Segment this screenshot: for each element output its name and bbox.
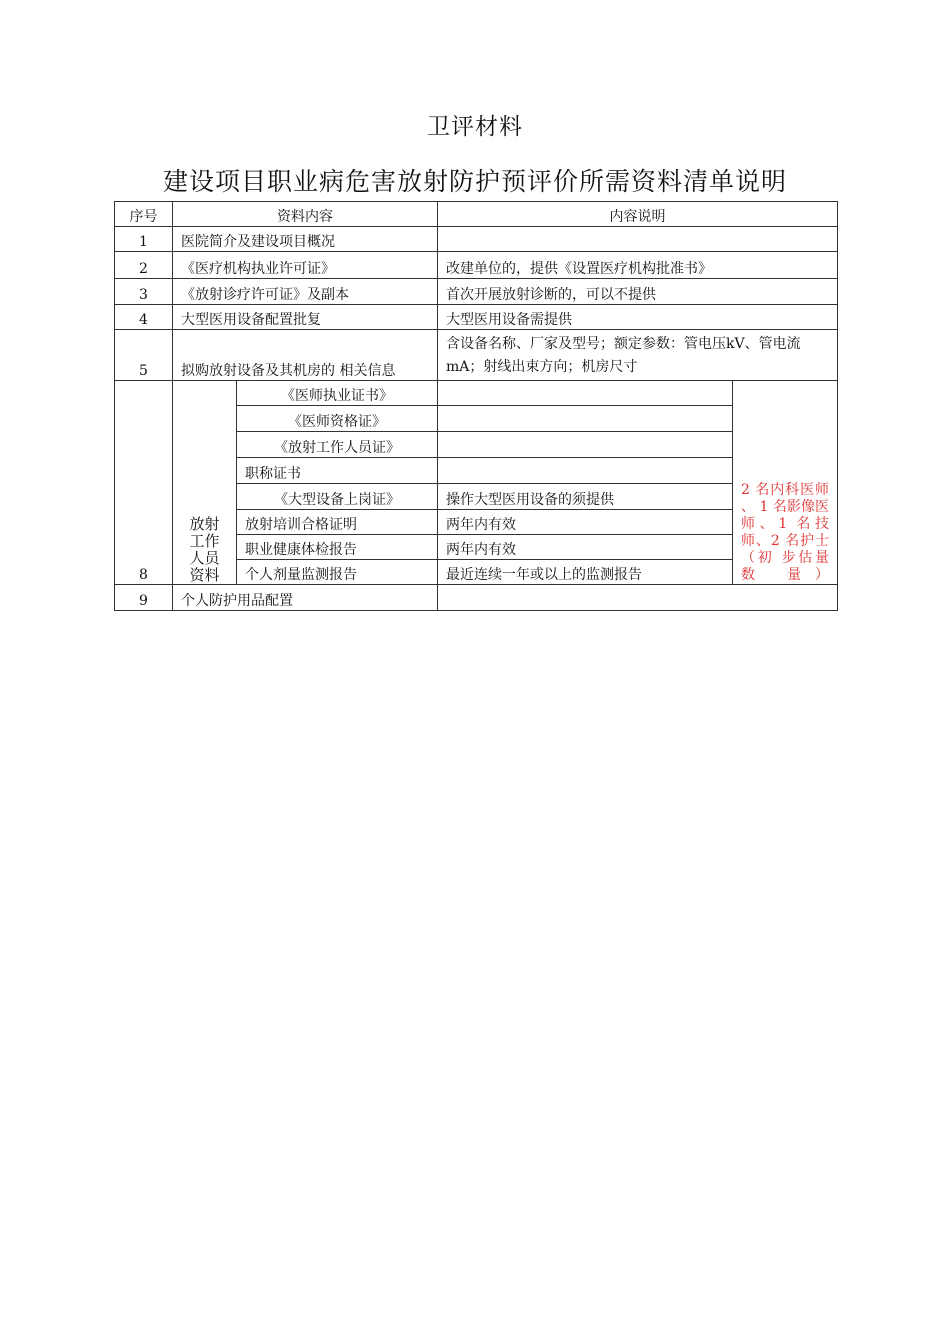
group-label-line: 人员 <box>189 549 220 567</box>
row-seq: 3 <box>115 279 173 305</box>
table-row <box>115 305 838 330</box>
sub-item: 《放射工作人员证》 <box>237 432 438 458</box>
group-label-line: 工作 <box>189 532 220 550</box>
row-item: 拟购放射设备及其机房的 相关信息 <box>173 330 438 381</box>
sub-desc: 两年内有效 <box>438 535 733 560</box>
row-desc: 首次开展放射诊断的，可以不提供 <box>438 279 838 305</box>
sub-desc: 最近连续一年或以上的监测报告 <box>438 560 733 585</box>
table-header-row <box>115 202 838 227</box>
sub-item: 个人剂量监测报告 <box>237 560 438 585</box>
header-description: 内容说明 <box>438 202 838 227</box>
sub-item: 职称证书 <box>237 458 438 484</box>
table-row <box>115 279 838 305</box>
row-item: 医院简介及建设项目概况 <box>173 227 438 252</box>
row-seq: 9 <box>115 585 173 611</box>
document-title: 建设项目职业病危害放射防护预评价所需资料清单说明 <box>162 167 787 196</box>
sub-desc: 操作大型医用设备的须提供 <box>438 484 733 510</box>
table-row <box>115 381 838 406</box>
group-label <box>173 381 237 585</box>
group-label-line: 资料 <box>189 566 220 584</box>
row-item: 《医疗机构执业许可证》 <box>173 252 438 279</box>
row-desc: 改建单位的，提供《设置医疗机构批准书》 <box>438 252 838 279</box>
header-seq: 序号 <box>115 202 173 227</box>
header-content: 资料内容 <box>173 202 438 227</box>
sub-desc <box>438 432 733 458</box>
row-seq: 2 <box>115 252 173 279</box>
sub-desc <box>438 458 733 484</box>
group-label-line: 放射 <box>189 515 220 533</box>
row-item: 大型医用设备配置批复 <box>173 305 438 330</box>
sub-item: 《医师资格证》 <box>237 406 438 432</box>
sub-item: 《医师执业证书》 <box>237 381 438 406</box>
staff-note <box>733 381 838 585</box>
group-seq: 8 <box>115 381 173 585</box>
sub-desc <box>438 381 733 406</box>
row-seq: 5 <box>115 330 173 381</box>
sub-desc: 两年内有效 <box>438 510 733 535</box>
row-item: 个人防护用品配置 <box>173 585 438 611</box>
staff-note-text: 2 名内科医师 、 1 名影像医师、1 名技师、2 名护士（初 步估量数 量） <box>741 482 829 583</box>
row-desc <box>438 585 838 611</box>
row-desc: 大型医用设备需提供 <box>438 305 838 330</box>
row-desc: 含设备名称、厂家及型号；额定参数：管电压kV、管电流mA；射线出束方向；机房尺寸 <box>438 330 838 381</box>
row-desc <box>438 227 838 252</box>
table-row <box>115 585 838 611</box>
materials-table <box>114 201 838 611</box>
row-seq: 1 <box>115 227 173 252</box>
row-seq: 4 <box>115 305 173 330</box>
row-item: 《放射诊疗许可证》及副本 <box>173 279 438 305</box>
table-row <box>115 227 838 252</box>
sub-desc <box>438 406 733 432</box>
table-row <box>115 252 838 279</box>
document-heading: 卫评材料 <box>427 114 523 140</box>
sub-item: 《大型设备上岗证》 <box>237 484 438 510</box>
sub-item: 职业健康体检报告 <box>237 535 438 560</box>
table-row <box>115 330 838 381</box>
sub-item: 放射培训合格证明 <box>237 510 438 535</box>
